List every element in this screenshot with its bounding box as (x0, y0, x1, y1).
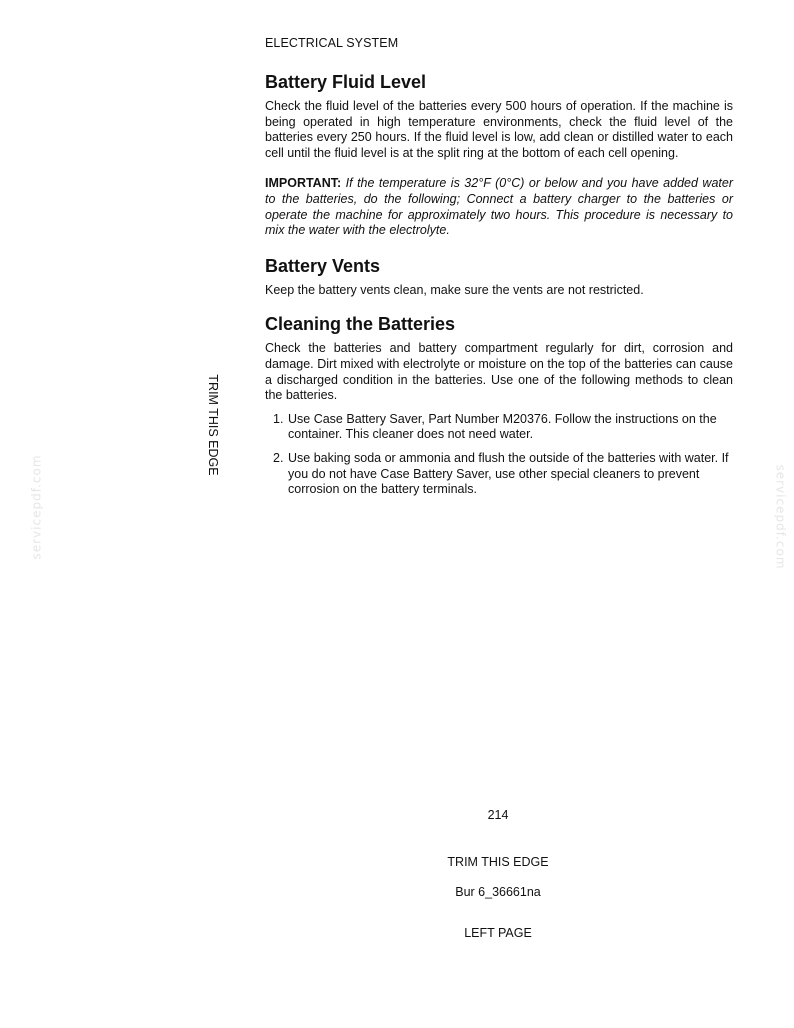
paragraph-battery-vents: Keep the battery vents clean, make sure the vents are not restricted. (265, 282, 644, 297)
important-text: If the temperature is 32°F (0°C) or below and you have added water to the batteries, do the following; Connect a battery charger to the batteries or operate the machine for approximately two hours. This procedure is necessary to mix the water with the electrolyte. (265, 176, 733, 238)
section-header: ELECTRICAL SYSTEM (265, 36, 399, 50)
heading-cleaning-batteries: Cleaning the Batteries (265, 314, 456, 335)
paragraph-fluid-level: Check the fluid level of the batteries every 500 hours of operation. If the machine is being operated in high temperature environments, check the fluid level of the batteries every 250 hours. If the fluid level is low, add clean or distilled water to each cell until the fluid level is at the split ring at the bottom of each cell opening. (265, 99, 733, 160)
trim-edge-vertical-label: TRIM THIS EDGE (206, 374, 220, 476)
cleaning-steps-list (265, 412, 733, 498)
important-note (265, 176, 733, 238)
page-content (265, 36, 733, 506)
watermark-right: servicepdf.com (773, 464, 788, 570)
list-item (265, 451, 733, 498)
step-number: 2. (273, 450, 284, 465)
step-text: Use Case Battery Saver, Part Number M20376. Follow the instructions on the container. This cleaner does not need water. (288, 411, 717, 442)
list-item (265, 412, 733, 443)
important-label: IMPORTANT: (265, 176, 342, 191)
page-number: 214 (487, 808, 509, 822)
step-number: 1. (273, 411, 284, 426)
paragraph-cleaning: Check the batteries and battery compartment regularly for dirt, corrosion and damage. Dirt mixed with electrolyte or moisture on the top of the batteries can cause a discharged condition in the batteries. Use one of the following methods to clean the batteries. (265, 341, 733, 403)
document-code: Bur 6_36661na (455, 885, 541, 899)
heading-battery-fluid-level: Battery Fluid Level (265, 72, 427, 92)
page-side-label: LEFT PAGE (464, 926, 532, 940)
heading-battery-vents: Battery Vents (265, 255, 381, 276)
watermark-left: servicepdf.com (29, 454, 44, 560)
step-text: Use baking soda or ammonia and flush the outside of the batteries with water. If you do not have Case Battery Saver, use other special cleaners to prevent corrosion on the battery terminals. (288, 450, 729, 497)
trim-edge-footer: TRIM THIS EDGE (447, 855, 549, 869)
